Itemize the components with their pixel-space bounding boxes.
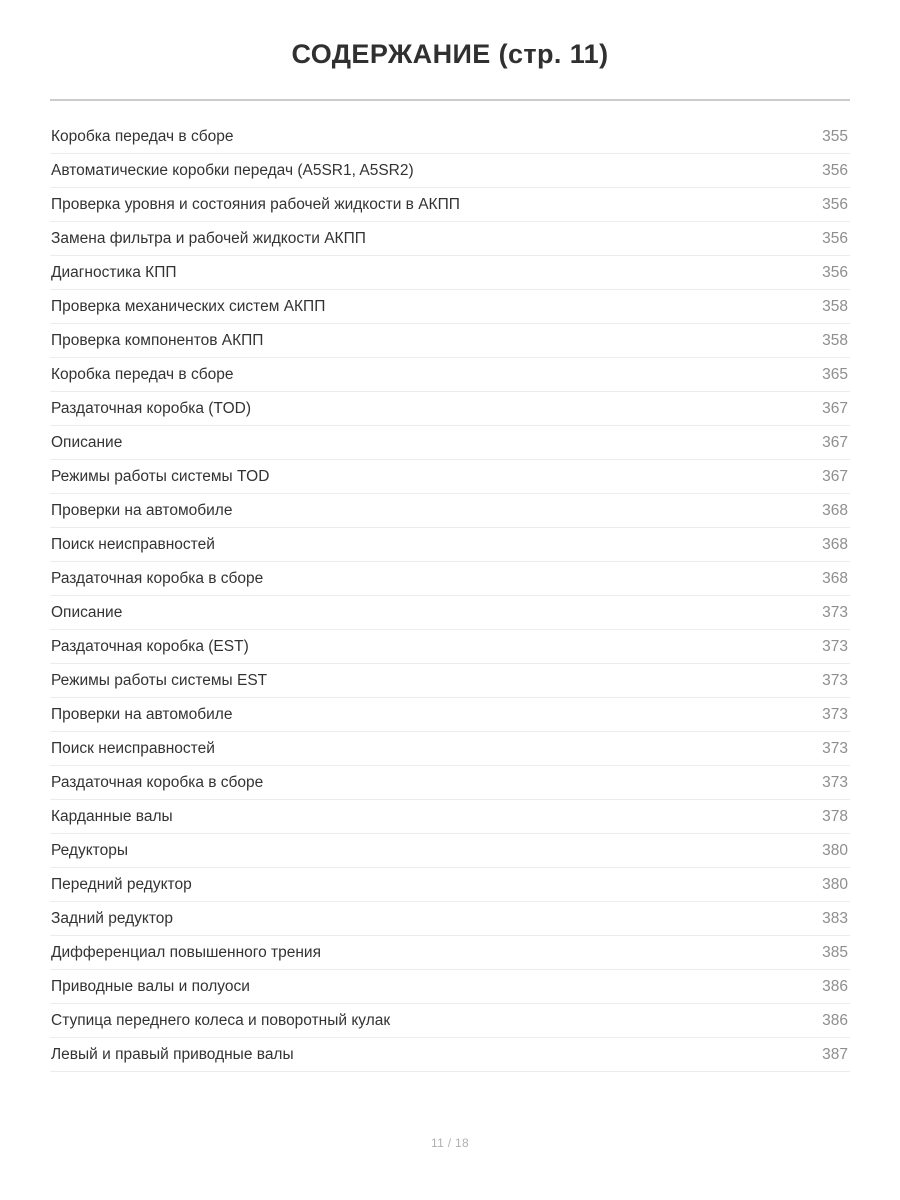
toc-entry-page-number: 368 <box>822 502 848 520</box>
toc-entry-page-number: 356 <box>822 230 848 248</box>
toc-entry-title: Поиск неисправностей <box>51 741 215 757</box>
toc-entry-title: Приводные валы и полуоси <box>51 979 250 995</box>
table-row[interactable] <box>50 698 850 732</box>
toc-entry-page-number: 386 <box>822 978 848 996</box>
toc-entry-page-number: 387 <box>822 1046 848 1064</box>
table-row[interactable] <box>50 358 850 392</box>
toc-entry-page-number: 373 <box>822 774 848 792</box>
toc-entry-title: Задний редуктор <box>51 911 174 927</box>
toc-entry-page-number: 367 <box>822 468 848 486</box>
table-row[interactable] <box>50 256 850 290</box>
toc-entry-title: Карданные валы <box>51 809 173 825</box>
table-row[interactable] <box>50 460 850 494</box>
table-row[interactable] <box>50 120 850 154</box>
toc-entry-page-number: 385 <box>822 944 848 962</box>
toc-entry-page-number: 356 <box>822 162 848 180</box>
toc-entry-title: Раздаточная коробка (EST) <box>51 639 249 655</box>
toc-entry-title: Редукторы <box>51 843 128 859</box>
toc-entry-page-number: 380 <box>822 842 848 860</box>
toc-entry-page-number: 380 <box>822 876 848 894</box>
table-row[interactable] <box>50 290 850 324</box>
toc-entry-page-number: 383 <box>822 910 848 928</box>
table-row[interactable] <box>50 562 850 596</box>
toc-entry-title: Передний редуктор <box>51 877 192 893</box>
toc-entry-page-number: 367 <box>822 400 848 418</box>
toc-entry-page-number: 368 <box>822 570 848 588</box>
toc-entry-title: Диагностика КПП <box>51 265 177 281</box>
toc-entry-page-number: 358 <box>822 332 848 350</box>
toc-entry-title: Проверки на автомобиле <box>51 503 233 519</box>
footer-page-indicator: 11 / 18 <box>431 1136 469 1150</box>
toc-entry-title: Коробка передач в сборе <box>51 129 234 145</box>
toc-entry-title: Проверка уровня и состояния рабочей жидкости в АКПП <box>51 197 460 213</box>
toc-entry-page-number: 386 <box>822 1012 848 1030</box>
table-row[interactable] <box>50 188 850 222</box>
table-row[interactable] <box>50 426 850 460</box>
table-row[interactable] <box>50 1038 850 1072</box>
table-row[interactable] <box>50 902 850 936</box>
table-row[interactable] <box>50 732 850 766</box>
table-row[interactable] <box>50 868 850 902</box>
table-row[interactable] <box>50 222 850 256</box>
toc-entry-title: Поиск неисправностей <box>51 537 215 553</box>
toc-entry-title: Дифференциал повышенного трения <box>51 945 321 961</box>
toc-entry-title: Проверка механических систем АКПП <box>51 299 326 315</box>
toc-entry-title: Проверки на автомобиле <box>51 707 233 723</box>
toc-entry-title: Описание <box>51 435 123 451</box>
toc-entry-page-number: 373 <box>822 706 848 724</box>
table-row[interactable] <box>50 494 850 528</box>
toc-entry-page-number: 373 <box>822 604 848 622</box>
toc-entry-page-number: 367 <box>822 434 848 452</box>
toc-entry-page-number: 365 <box>822 366 848 384</box>
toc-entry-title: Автоматические коробки передач (A5SR1, A5SR2) <box>51 163 414 179</box>
toc-entry-page-number: 358 <box>822 298 848 316</box>
toc-entry-title: Левый и правый приводные валы <box>51 1047 294 1063</box>
table-row[interactable] <box>50 630 850 664</box>
table-row[interactable] <box>50 800 850 834</box>
table-row[interactable] <box>50 664 850 698</box>
toc-entry-page-number: 378 <box>822 808 848 826</box>
toc-entry-title: Режимы работы системы EST <box>51 673 268 689</box>
toc-entry-page-number: 373 <box>822 740 848 758</box>
toc-entry-page-number: 373 <box>822 672 848 690</box>
table-row[interactable] <box>50 154 850 188</box>
toc-entry-title: Раздаточная коробка (TOD) <box>51 401 252 417</box>
toc-entry-page-number: 368 <box>822 536 848 554</box>
toc-entry-title: Описание <box>51 605 123 621</box>
table-of-contents-list <box>50 120 850 1072</box>
table-row[interactable] <box>50 324 850 358</box>
page-title: СОДЕРЖАНИЕ (стр. 11) <box>291 39 609 69</box>
toc-entry-title: Проверка компонентов АКПП <box>51 333 264 349</box>
toc-entry-title: Раздаточная коробка в сборе <box>51 571 264 587</box>
toc-entry-title: Раздаточная коробка в сборе <box>51 775 264 791</box>
toc-entry-title: Ступица переднего колеса и поворотный кулак <box>51 1013 391 1029</box>
toc-entry-page-number: 356 <box>822 264 848 282</box>
table-row[interactable] <box>50 970 850 1004</box>
table-row[interactable] <box>50 936 850 970</box>
toc-entry-page-number: 356 <box>822 196 848 214</box>
table-row[interactable] <box>50 596 850 630</box>
toc-entry-page-number: 355 <box>822 128 848 146</box>
toc-entry-page-number: 373 <box>822 638 848 656</box>
toc-entry-title: Замена фильтра и рабочей жидкости АКПП <box>51 231 366 247</box>
table-row[interactable] <box>50 392 850 426</box>
table-row[interactable] <box>50 766 850 800</box>
table-row[interactable] <box>50 528 850 562</box>
page-footer <box>0 1134 900 1200</box>
table-row[interactable] <box>50 834 850 868</box>
toc-entry-title: Режимы работы системы TOD <box>51 469 270 485</box>
table-row[interactable] <box>50 1004 850 1038</box>
title-divider <box>50 99 850 101</box>
toc-entry-title: Коробка передач в сборе <box>51 367 234 383</box>
